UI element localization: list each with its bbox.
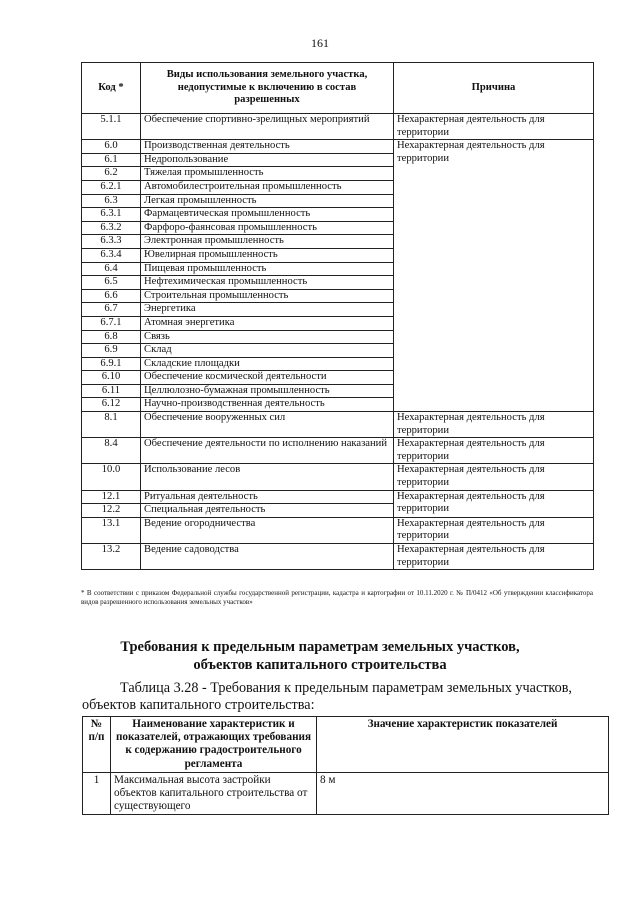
landuse-name: Тяжелая промышленность [141, 167, 394, 181]
landuse-code: 6.9.1 [82, 357, 141, 371]
landuse-code: 6.5 [82, 276, 141, 290]
landuse-code: 6.3.2 [82, 221, 141, 235]
landuse-name: Ведение огородничества [141, 517, 394, 543]
landuse-name: Недропользование [141, 153, 394, 167]
header-name: Наименование характеристик и показателей, отражающих требования к содержанию градостроительного регламента [111, 717, 317, 773]
header-reason: Причина [394, 63, 594, 114]
table-row [82, 140, 594, 154]
landuse-code: 6.9 [82, 344, 141, 358]
landuse-code: 6.0 [82, 140, 141, 154]
landuse-name: Легкая промышленность [141, 194, 394, 208]
table-caption: Таблица 3.28 - Требования к предельным параметрам земельных участков, объектов капитального строительства: [82, 680, 572, 713]
landuse-code: 13.2 [82, 544, 141, 570]
landuse-name: Энергетика [141, 303, 394, 317]
header-num: № п/п [83, 717, 111, 773]
landuse-code: 6.10 [82, 371, 141, 385]
landuse-reason: Нехарактерная деятельность для территории [394, 517, 594, 543]
footnote: * В соответствии с приказом Федеральной службы государственной регистрации, кадастра и картографии от 10.11.2020 г. № П/0412 «Об утверждении классификатора видов разрешенного использования земельных участков» [81, 589, 593, 606]
landuse-code: 12.1 [82, 490, 141, 504]
landuse-code: 6.7 [82, 303, 141, 317]
landuse-code: 6.3.1 [82, 208, 141, 222]
table-row [82, 464, 594, 490]
landuse-name: Ювелирная промышленность [141, 248, 394, 262]
table-row [82, 438, 594, 464]
landuse-name: Ведение садоводства [141, 544, 394, 570]
landuse-name: Использование лесов [141, 464, 394, 490]
table-row [82, 517, 594, 543]
landuse-name: Автомобилестроительная промышленность [141, 180, 394, 194]
landuse-table [81, 62, 594, 570]
landuse-reason: Нехарактерная деятельность для территории [394, 114, 594, 140]
landuse-name: Атомная энергетика [141, 316, 394, 330]
landuse-code: 6.3.3 [82, 235, 141, 249]
header-types: Виды использования земельного участка, недопустимые к включению в состав разрешенных [141, 63, 394, 114]
landuse-code: 10.0 [82, 464, 141, 490]
landuse-name: Складские площадки [141, 357, 394, 371]
landuse-name: Специальная деятельность [141, 504, 394, 518]
landuse-reason: Нехарактерная деятельность для территории [394, 464, 594, 490]
header-code: Код * [82, 63, 141, 114]
landuse-code: 6.4 [82, 262, 141, 276]
landuse-name: Обеспечение спортивно-зрелищных мероприятий [141, 114, 394, 140]
landuse-code: 6.11 [82, 384, 141, 398]
landuse-name: Фармацевтическая промышленность [141, 208, 394, 222]
header-value: Значение характеристик показателей [317, 717, 609, 773]
landuse-name: Пищевая промышленность [141, 262, 394, 276]
table-row [82, 412, 594, 438]
table-header-row [82, 63, 594, 114]
table-row [82, 490, 594, 504]
landuse-code: 8.4 [82, 438, 141, 464]
landuse-code: 6.3.4 [82, 248, 141, 262]
landuse-code: 6.7.1 [82, 316, 141, 330]
landuse-name: Связь [141, 330, 394, 344]
landuse-code: 13.1 [82, 517, 141, 543]
params-table [82, 716, 609, 815]
landuse-reason: Нехарактерная деятельность для территории [394, 544, 594, 570]
landuse-name: Нефтехимическая промышленность [141, 276, 394, 290]
table-row [82, 114, 594, 140]
landuse-code: 6.3 [82, 194, 141, 208]
landuse-reason: Нехарактерная деятельность для территории [394, 140, 594, 412]
landuse-reason: Нехарактерная деятельность для территории [394, 412, 594, 438]
table-row [82, 544, 594, 570]
table-row [83, 772, 609, 815]
landuse-reason: Нехарактерная деятельность для территории [394, 438, 594, 464]
landuse-name: Производственная деятельность [141, 140, 394, 154]
page-number: 161 [311, 36, 329, 50]
landuse-reason: Нехарактерная деятельность для территории [394, 490, 594, 517]
landuse-name: Научно-производственная деятельность [141, 398, 394, 412]
param-value: 8 м [317, 772, 609, 815]
param-name: Максимальная высота застройки объектов капитального строительства от существующего [111, 772, 317, 815]
landuse-name: Обеспечение вооруженных сил [141, 412, 394, 438]
landuse-code: 8.1 [82, 412, 141, 438]
landuse-name: Целлюлозно-бумажная промышленность [141, 384, 394, 398]
landuse-code: 6.8 [82, 330, 141, 344]
landuse-code: 12.2 [82, 504, 141, 518]
landuse-name: Обеспечение космической деятельности [141, 371, 394, 385]
landuse-name: Ритуальная деятельность [141, 490, 394, 504]
landuse-name: Фарфоро-фаянсовая промышленность [141, 221, 394, 235]
landuse-code: 6.6 [82, 289, 141, 303]
landuse-code: 6.1 [82, 153, 141, 167]
landuse-name: Строительная промышленность [141, 289, 394, 303]
param-num: 1 [83, 772, 111, 815]
landuse-code: 6.12 [82, 398, 141, 412]
landuse-code: 6.2.1 [82, 180, 141, 194]
landuse-name: Электронная промышленность [141, 235, 394, 249]
landuse-name: Склад [141, 344, 394, 358]
landuse-code: 5.1.1 [82, 114, 141, 140]
landuse-name: Обеспечение деятельности по исполнению наказаний [141, 438, 394, 464]
table-header-row [83, 717, 609, 773]
section-title: Требования к предельным параметрам земельных участков, объектов капитального строительства [120, 639, 520, 673]
landuse-code: 6.2 [82, 167, 141, 181]
